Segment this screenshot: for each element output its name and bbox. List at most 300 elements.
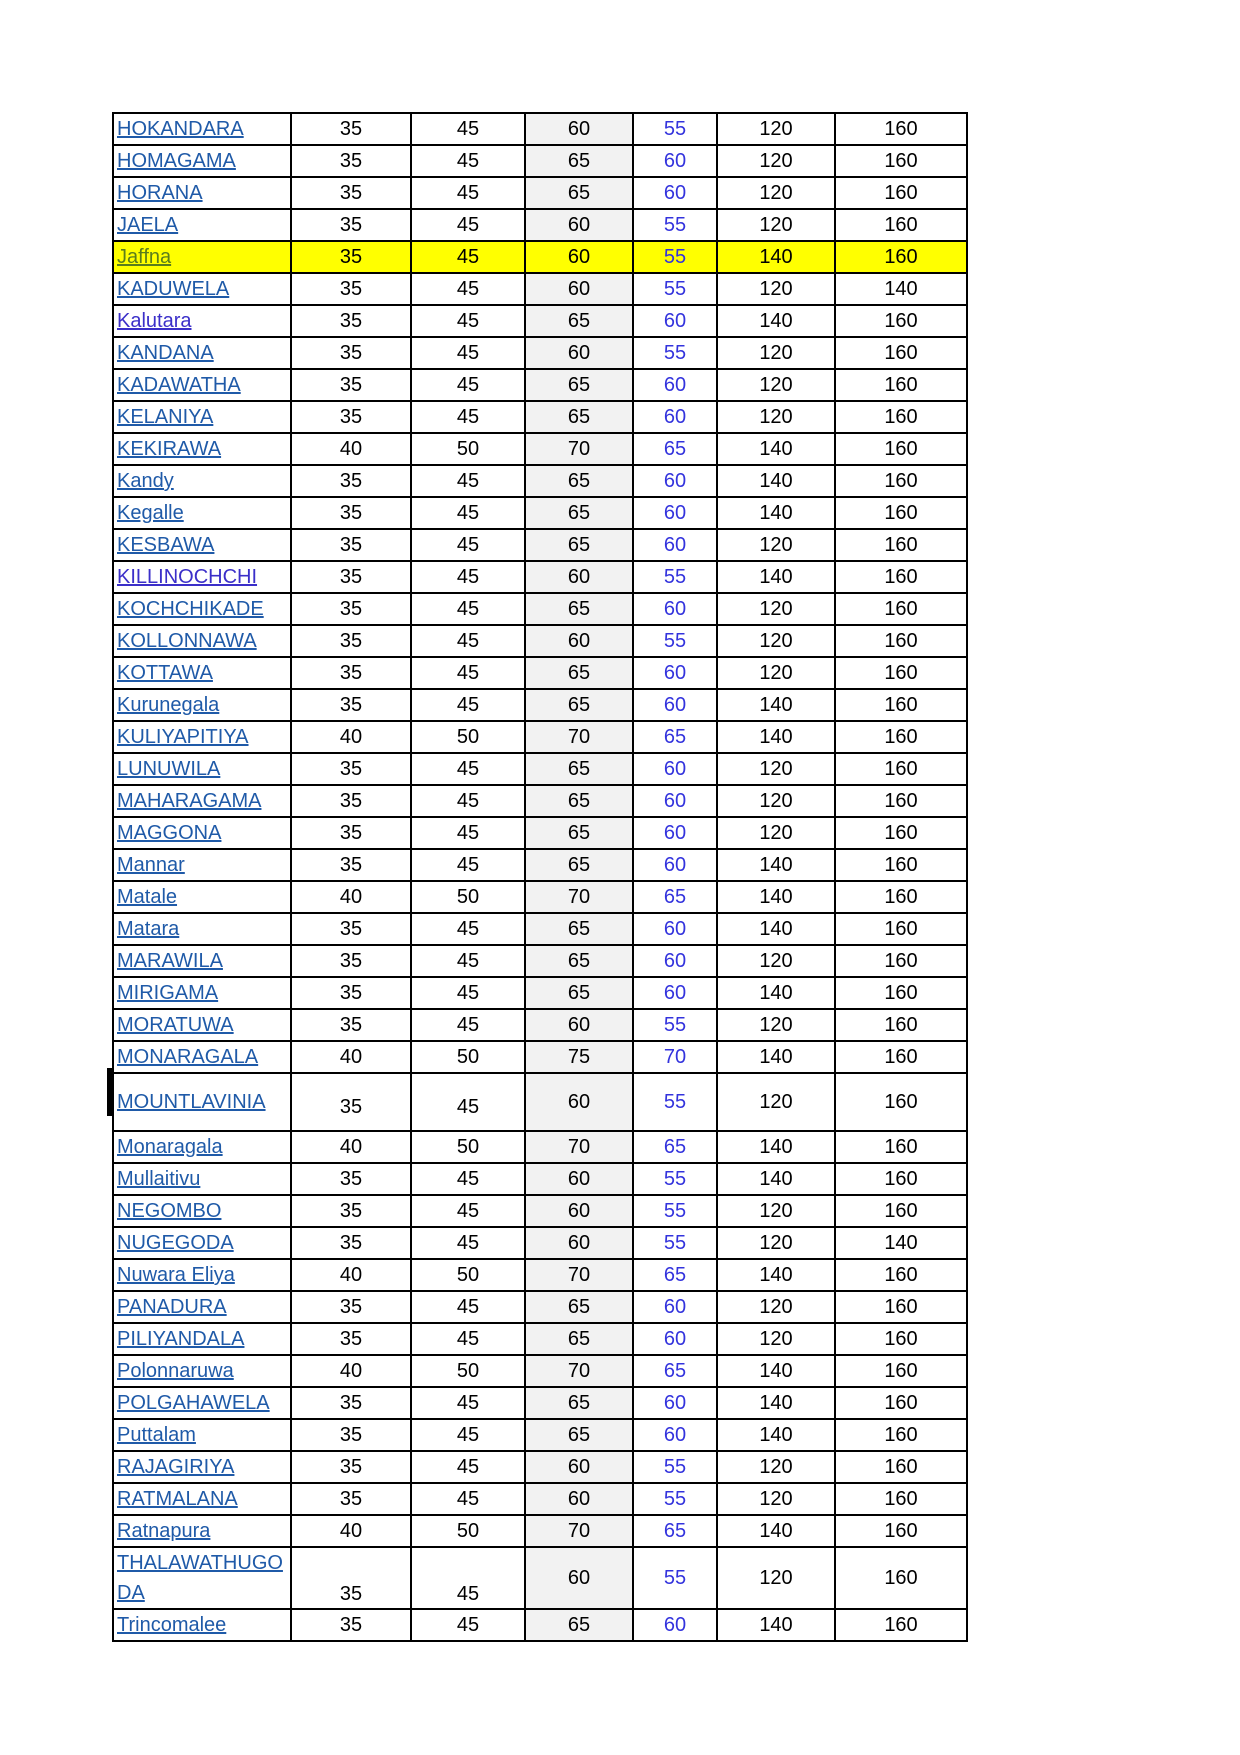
value-col-1: 35 <box>291 241 411 273</box>
value-col-4: 65 <box>633 1355 717 1387</box>
value-col-1: 35 <box>291 177 411 209</box>
value-col-2: 50 <box>411 1355 525 1387</box>
value-col-2: 45 <box>411 785 525 817</box>
value-col-3: 60 <box>525 1451 633 1483</box>
value-col-1: 35 <box>291 1227 411 1259</box>
value-col-4: 65 <box>633 1131 717 1163</box>
value-col-1: 35 <box>291 337 411 369</box>
value-col-1: 40 <box>291 1131 411 1163</box>
value-col-3: 65 <box>525 1419 633 1451</box>
location-link[interactable]: RAJAGIRIYA <box>117 1456 235 1478</box>
value-col-3: 60 <box>525 337 633 369</box>
value-col-6: 160 <box>835 145 967 177</box>
table-row <box>113 1131 967 1163</box>
value-col-5: 140 <box>717 1355 835 1387</box>
value-col-1: 35 <box>291 1073 411 1131</box>
value-col-6: 160 <box>835 305 967 337</box>
value-col-2: 45 <box>411 561 525 593</box>
table-row <box>113 1259 967 1291</box>
location-link[interactable]: Matara <box>117 918 180 940</box>
value-col-4: 60 <box>633 1609 717 1641</box>
value-col-1: 35 <box>291 1483 411 1515</box>
location-cell <box>113 689 291 721</box>
value-col-6: 160 <box>835 209 967 241</box>
value-col-3: 75 <box>525 1041 633 1073</box>
location-link[interactable]: PILIYANDALA <box>117 1328 245 1350</box>
location-link[interactable]: KOTTAWA <box>117 662 213 684</box>
location-cell <box>113 209 291 241</box>
location-link[interactable]: Kalutara <box>117 310 192 332</box>
location-link[interactable]: RATMALANA <box>117 1488 238 1510</box>
value-col-6: 160 <box>835 1547 967 1609</box>
location-link[interactable]: PANADURA <box>117 1296 227 1318</box>
value-col-4: 55 <box>633 625 717 657</box>
value-col-2: 45 <box>411 241 525 273</box>
value-col-3: 60 <box>525 1547 633 1609</box>
value-col-1: 35 <box>291 785 411 817</box>
value-col-5: 140 <box>717 305 835 337</box>
location-cell <box>113 753 291 785</box>
value-col-2: 45 <box>411 849 525 881</box>
location-link[interactable]: POLGAHAWELA <box>117 1392 270 1414</box>
value-col-5: 120 <box>717 1291 835 1323</box>
location-cell <box>113 1387 291 1419</box>
value-col-3: 65 <box>525 753 633 785</box>
location-link[interactable]: JAELA <box>117 214 179 236</box>
value-col-2: 50 <box>411 1041 525 1073</box>
location-cell <box>113 529 291 561</box>
value-col-4: 55 <box>633 1073 717 1131</box>
value-col-3: 70 <box>525 433 633 465</box>
location-link[interactable]: LUNUWILA <box>117 758 221 780</box>
location-link[interactable]: MAHARAGAMA <box>117 790 262 812</box>
location-link[interactable]: THALAWATHUGO DA <box>117 1552 283 1604</box>
value-col-6: 160 <box>835 785 967 817</box>
value-col-6: 160 <box>835 1009 967 1041</box>
value-col-5: 140 <box>717 465 835 497</box>
table-row <box>113 785 967 817</box>
value-col-2: 45 <box>411 529 525 561</box>
value-col-5: 140 <box>717 977 835 1009</box>
location-link[interactable]: Mannar <box>117 854 185 876</box>
table-row <box>113 1291 967 1323</box>
table-row <box>113 1073 967 1131</box>
value-col-4: 65 <box>633 721 717 753</box>
table-row <box>113 497 967 529</box>
table-row <box>113 465 967 497</box>
location-link[interactable]: Nuwara Eliya <box>117 1264 235 1286</box>
value-col-3: 70 <box>525 1131 633 1163</box>
location-cell <box>113 1323 291 1355</box>
value-col-1: 40 <box>291 1259 411 1291</box>
table-row <box>113 305 967 337</box>
location-cell <box>113 593 291 625</box>
location-cell <box>113 625 291 657</box>
location-cell <box>113 433 291 465</box>
location-link[interactable]: Trincomalee <box>117 1614 227 1636</box>
location-link[interactable]: MORATUWA <box>117 1014 234 1036</box>
value-col-1: 35 <box>291 593 411 625</box>
value-col-4: 55 <box>633 1483 717 1515</box>
value-col-2: 45 <box>411 1387 525 1419</box>
value-col-1: 35 <box>291 113 411 145</box>
location-link[interactable]: Polonnaruwa <box>117 1360 234 1382</box>
value-col-5: 120 <box>717 401 835 433</box>
value-col-3: 65 <box>525 369 633 401</box>
value-col-2: 45 <box>411 1009 525 1041</box>
value-col-6: 160 <box>835 1515 967 1547</box>
value-col-6: 160 <box>835 1259 967 1291</box>
value-col-5: 120 <box>717 1009 835 1041</box>
value-col-5: 140 <box>717 1387 835 1419</box>
value-col-2: 50 <box>411 433 525 465</box>
value-col-1: 35 <box>291 1323 411 1355</box>
value-col-2: 45 <box>411 337 525 369</box>
value-col-3: 65 <box>525 145 633 177</box>
value-col-2: 45 <box>411 401 525 433</box>
value-col-3: 70 <box>525 1259 633 1291</box>
location-link[interactable]: MOUNTLAVINIA <box>117 1091 266 1113</box>
location-link[interactable]: MIRIGAMA <box>117 982 219 1004</box>
value-col-6: 160 <box>835 1163 967 1195</box>
location-link[interactable]: Kurunegala <box>117 694 220 716</box>
value-col-5: 140 <box>717 1259 835 1291</box>
table-row <box>113 1609 967 1641</box>
value-col-5: 140 <box>717 689 835 721</box>
table-row <box>113 1041 967 1073</box>
location-link[interactable]: HORANA <box>117 182 203 204</box>
rate-table-body <box>113 113 967 1641</box>
value-col-3: 60 <box>525 1483 633 1515</box>
value-col-2: 45 <box>411 977 525 1009</box>
value-col-4: 55 <box>633 1547 717 1609</box>
location-link[interactable]: NEGOMBO <box>117 1200 222 1222</box>
value-col-3: 65 <box>525 785 633 817</box>
value-col-5: 120 <box>717 785 835 817</box>
table-row <box>113 177 967 209</box>
value-col-1: 35 <box>291 561 411 593</box>
value-col-4: 60 <box>633 913 717 945</box>
value-col-4: 65 <box>633 1259 717 1291</box>
location-cell <box>113 785 291 817</box>
value-col-6: 160 <box>835 1131 967 1163</box>
value-col-1: 35 <box>291 977 411 1009</box>
value-col-2: 50 <box>411 721 525 753</box>
value-col-1: 35 <box>291 657 411 689</box>
value-col-1: 35 <box>291 369 411 401</box>
location-cell <box>113 273 291 305</box>
location-cell <box>113 849 291 881</box>
table-row <box>113 1355 967 1387</box>
table-row <box>113 241 967 273</box>
value-col-3: 60 <box>525 113 633 145</box>
value-col-5: 120 <box>717 1483 835 1515</box>
value-col-4: 55 <box>633 1451 717 1483</box>
location-link[interactable]: KESBAWA <box>117 534 215 556</box>
value-col-5: 120 <box>717 145 835 177</box>
location-link[interactable]: Mullaitivu <box>117 1168 201 1190</box>
value-col-6: 160 <box>835 913 967 945</box>
value-col-6: 160 <box>835 529 967 561</box>
location-link[interactable]: KOCHCHIKADE <box>117 598 264 620</box>
value-col-1: 35 <box>291 497 411 529</box>
value-col-2: 45 <box>411 1195 525 1227</box>
location-link[interactable]: Kegalle <box>117 502 184 524</box>
value-col-2: 45 <box>411 593 525 625</box>
value-col-3: 60 <box>525 561 633 593</box>
location-cell <box>113 1163 291 1195</box>
value-col-4: 60 <box>633 369 717 401</box>
value-col-1: 35 <box>291 529 411 561</box>
value-col-4: 60 <box>633 401 717 433</box>
value-col-3: 60 <box>525 1073 633 1131</box>
value-col-5: 140 <box>717 433 835 465</box>
value-col-4: 60 <box>633 1387 717 1419</box>
location-cell <box>113 1195 291 1227</box>
value-col-6: 160 <box>835 337 967 369</box>
table-row <box>113 1483 967 1515</box>
value-col-2: 50 <box>411 1259 525 1291</box>
value-col-6: 160 <box>835 1355 967 1387</box>
value-col-3: 60 <box>525 1227 633 1259</box>
value-col-5: 120 <box>717 625 835 657</box>
value-col-2: 50 <box>411 1131 525 1163</box>
value-col-5: 120 <box>717 1195 835 1227</box>
value-col-1: 35 <box>291 849 411 881</box>
value-col-5: 140 <box>717 561 835 593</box>
value-col-2: 45 <box>411 1451 525 1483</box>
value-col-6: 160 <box>835 369 967 401</box>
table-row <box>113 593 967 625</box>
location-link[interactable]: KELANIYA <box>117 406 214 428</box>
location-link[interactable]: KANDANA <box>117 342 214 364</box>
location-cell <box>113 1515 291 1547</box>
value-col-4: 60 <box>633 785 717 817</box>
location-cell <box>113 241 291 273</box>
value-col-2: 50 <box>411 881 525 913</box>
location-link[interactable]: Kandy <box>117 470 174 492</box>
value-col-3: 65 <box>525 177 633 209</box>
value-col-5: 140 <box>717 1609 835 1641</box>
location-link[interactable]: KILLINOCHCHI <box>117 566 258 588</box>
value-col-5: 120 <box>717 113 835 145</box>
location-cell <box>113 945 291 977</box>
value-col-5: 120 <box>717 593 835 625</box>
location-link[interactable]: KOLLONNAWA <box>117 630 257 652</box>
value-col-3: 65 <box>525 817 633 849</box>
value-col-5: 120 <box>717 817 835 849</box>
value-col-4: 55 <box>633 337 717 369</box>
location-cell <box>113 337 291 369</box>
location-cell <box>113 305 291 337</box>
location-link[interactable]: Puttalam <box>117 1424 196 1446</box>
value-col-3: 65 <box>525 1609 633 1641</box>
value-col-2: 45 <box>411 113 525 145</box>
table-row <box>113 1195 967 1227</box>
table-row <box>113 1387 967 1419</box>
table-row <box>113 849 967 881</box>
location-link[interactable]: Ratnapura <box>117 1520 211 1542</box>
value-col-4: 60 <box>633 657 717 689</box>
value-col-3: 65 <box>525 1323 633 1355</box>
value-col-3: 70 <box>525 1355 633 1387</box>
location-link[interactable]: Matale <box>117 886 178 908</box>
value-col-1: 35 <box>291 1163 411 1195</box>
value-col-6: 160 <box>835 881 967 913</box>
value-col-5: 120 <box>717 1547 835 1609</box>
value-col-6: 160 <box>835 1041 967 1073</box>
value-col-2: 45 <box>411 1323 525 1355</box>
value-col-3: 65 <box>525 913 633 945</box>
location-cell <box>113 1609 291 1641</box>
value-col-6: 160 <box>835 1419 967 1451</box>
value-col-1: 35 <box>291 1009 411 1041</box>
value-col-2: 45 <box>411 1227 525 1259</box>
value-col-1: 35 <box>291 913 411 945</box>
value-col-6: 140 <box>835 1227 967 1259</box>
table-row <box>113 113 967 145</box>
location-link[interactable]: HOMAGAMA <box>117 150 236 172</box>
value-col-3: 65 <box>525 689 633 721</box>
value-col-6: 160 <box>835 657 967 689</box>
value-col-2: 45 <box>411 145 525 177</box>
value-col-2: 45 <box>411 177 525 209</box>
table-row <box>113 337 967 369</box>
value-col-1: 35 <box>291 689 411 721</box>
value-col-5: 120 <box>717 1323 835 1355</box>
table-row <box>113 1009 967 1041</box>
location-link[interactable]: MONARAGALA <box>117 1046 259 1068</box>
value-col-5: 140 <box>717 1163 835 1195</box>
value-col-4: 55 <box>633 241 717 273</box>
value-col-6: 160 <box>835 433 967 465</box>
value-col-4: 60 <box>633 945 717 977</box>
location-cell <box>113 561 291 593</box>
value-col-5: 120 <box>717 337 835 369</box>
value-col-6: 160 <box>835 625 967 657</box>
location-link[interactable]: Monaragala <box>117 1136 223 1158</box>
value-col-6: 160 <box>835 689 967 721</box>
value-col-3: 60 <box>525 273 633 305</box>
location-cell <box>113 913 291 945</box>
value-col-6: 160 <box>835 1387 967 1419</box>
value-col-5: 140 <box>717 241 835 273</box>
value-col-5: 140 <box>717 1419 835 1451</box>
location-cell <box>113 113 291 145</box>
value-col-2: 45 <box>411 1419 525 1451</box>
value-col-6: 160 <box>835 1451 967 1483</box>
location-cell <box>113 657 291 689</box>
value-col-3: 65 <box>525 977 633 1009</box>
value-col-3: 65 <box>525 529 633 561</box>
location-link[interactable]: KULIYAPITIYA <box>117 726 249 748</box>
value-col-6: 160 <box>835 1291 967 1323</box>
value-col-5: 140 <box>717 497 835 529</box>
location-link[interactable]: NUGEGODA <box>117 1232 234 1254</box>
location-cell <box>113 977 291 1009</box>
value-col-3: 65 <box>525 1291 633 1323</box>
table-row <box>113 913 967 945</box>
location-link[interactable]: HOKANDARA <box>117 118 244 140</box>
value-col-1: 35 <box>291 1195 411 1227</box>
table-row <box>113 369 967 401</box>
value-col-4: 60 <box>633 145 717 177</box>
table-row <box>113 1419 967 1451</box>
table-row <box>113 209 967 241</box>
table-row <box>113 1163 967 1195</box>
value-col-4: 55 <box>633 273 717 305</box>
value-col-3: 65 <box>525 401 633 433</box>
value-col-1: 35 <box>291 145 411 177</box>
value-col-5: 120 <box>717 273 835 305</box>
location-link[interactable]: KADAWATHA <box>117 374 241 396</box>
location-cell <box>113 817 291 849</box>
location-cell <box>113 881 291 913</box>
value-col-3: 70 <box>525 881 633 913</box>
table-row <box>113 145 967 177</box>
value-col-6: 160 <box>835 1073 967 1131</box>
value-col-5: 140 <box>717 913 835 945</box>
value-col-1: 35 <box>291 209 411 241</box>
value-col-5: 120 <box>717 209 835 241</box>
location-cell <box>113 1547 291 1609</box>
location-cell <box>113 1483 291 1515</box>
value-col-5: 140 <box>717 849 835 881</box>
value-col-3: 60 <box>525 1195 633 1227</box>
value-col-2: 45 <box>411 465 525 497</box>
table-row <box>113 1323 967 1355</box>
table-row <box>113 529 967 561</box>
value-col-1: 35 <box>291 401 411 433</box>
value-col-4: 60 <box>633 593 717 625</box>
location-link[interactable]: KEKIRAWA <box>117 438 222 460</box>
table-row <box>113 817 967 849</box>
value-col-3: 65 <box>525 849 633 881</box>
value-col-5: 120 <box>717 945 835 977</box>
value-col-3: 60 <box>525 241 633 273</box>
location-link[interactable]: MAGGONA <box>117 822 222 844</box>
value-col-1: 40 <box>291 1355 411 1387</box>
value-col-1: 40 <box>291 1515 411 1547</box>
location-cell <box>113 145 291 177</box>
value-col-2: 45 <box>411 817 525 849</box>
table-row <box>113 433 967 465</box>
location-link[interactable]: Jaffna <box>117 246 172 268</box>
value-col-4: 60 <box>633 689 717 721</box>
location-link[interactable]: MARAWILA <box>117 950 223 972</box>
location-cell <box>113 1355 291 1387</box>
location-link[interactable]: KADUWELA <box>117 278 230 300</box>
value-col-2: 45 <box>411 305 525 337</box>
value-col-2: 45 <box>411 689 525 721</box>
table-row <box>113 881 967 913</box>
value-col-4: 60 <box>633 817 717 849</box>
value-col-4: 65 <box>633 433 717 465</box>
location-cell <box>113 1451 291 1483</box>
location-cell <box>113 497 291 529</box>
location-cell <box>113 721 291 753</box>
value-col-4: 60 <box>633 977 717 1009</box>
value-col-6: 160 <box>835 945 967 977</box>
value-col-2: 45 <box>411 1291 525 1323</box>
value-col-6: 160 <box>835 1483 967 1515</box>
value-col-1: 35 <box>291 1547 411 1609</box>
value-col-6: 160 <box>835 177 967 209</box>
value-col-5: 120 <box>717 1451 835 1483</box>
value-col-2: 45 <box>411 913 525 945</box>
value-col-6: 160 <box>835 753 967 785</box>
table-row <box>113 1227 967 1259</box>
